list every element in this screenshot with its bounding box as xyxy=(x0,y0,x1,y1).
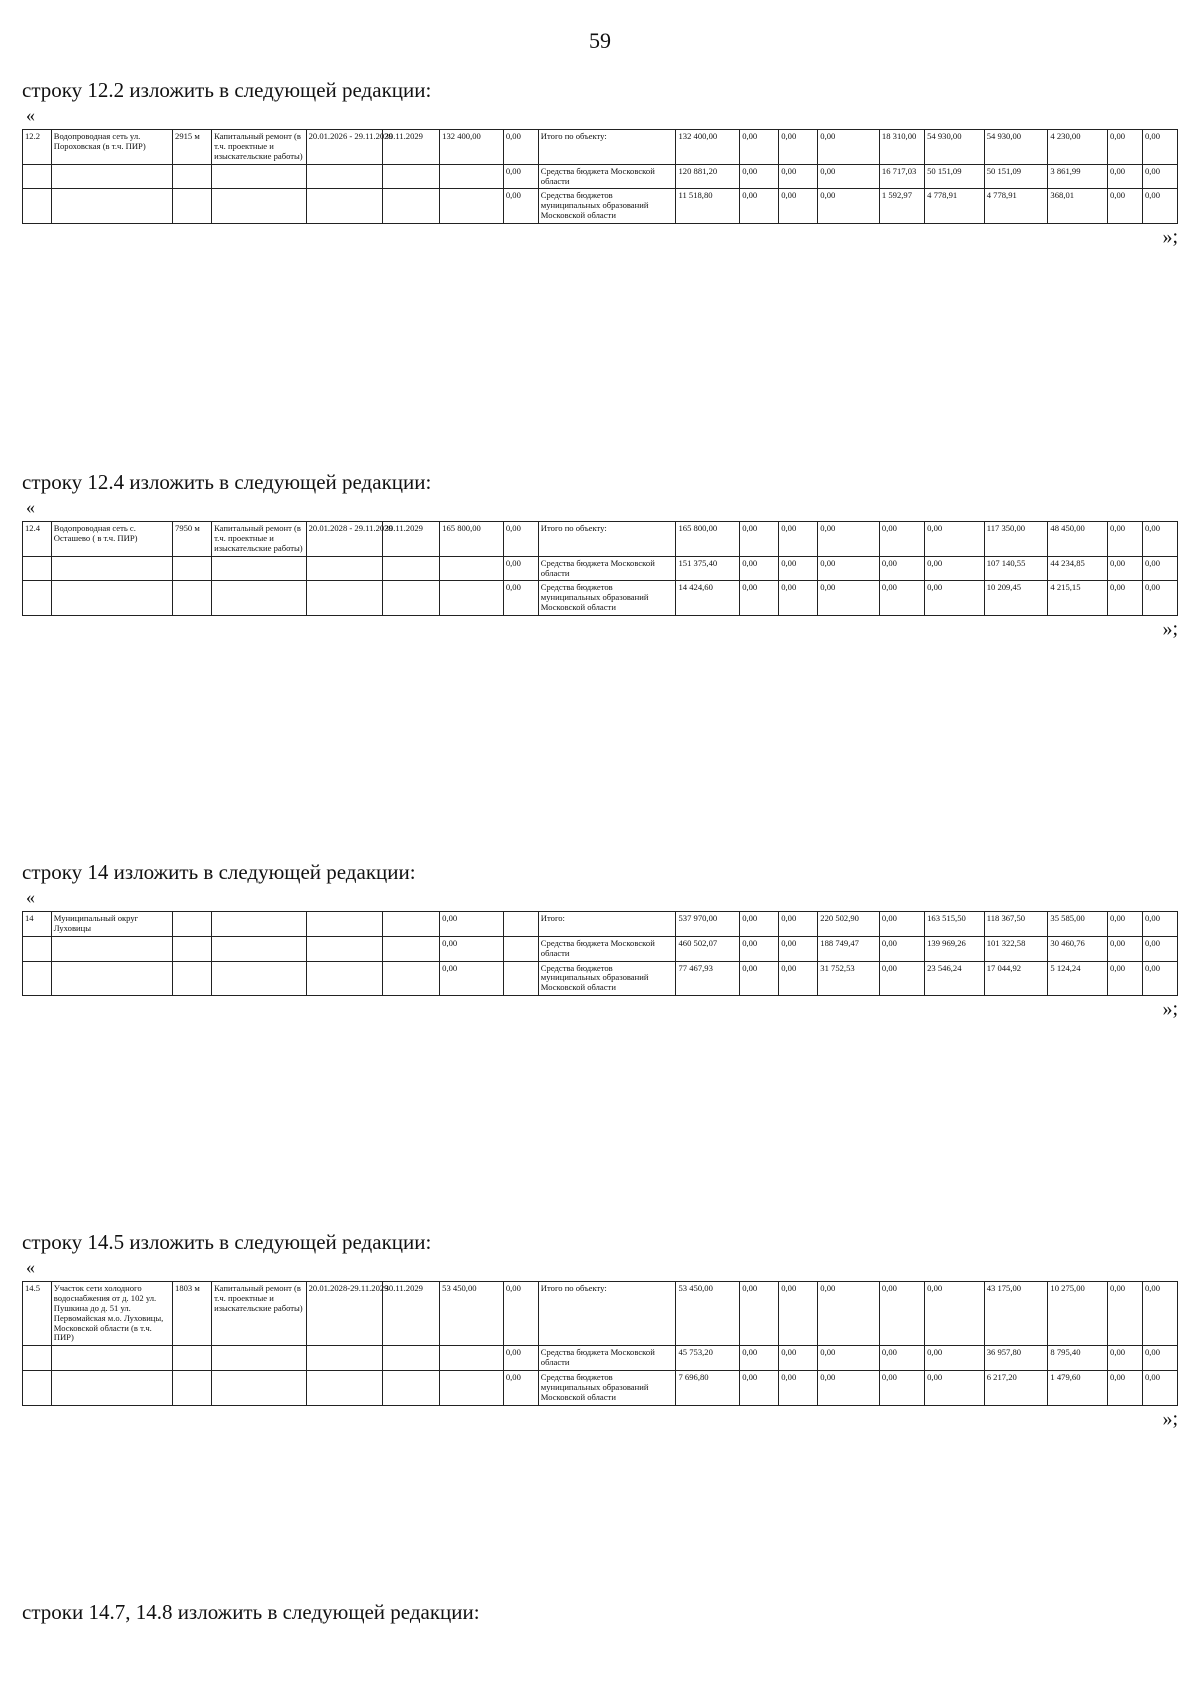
table-cell xyxy=(212,936,307,961)
table-cell: 50 151,09 xyxy=(984,164,1048,189)
table-row xyxy=(23,961,1178,996)
table-cell: 0,00 xyxy=(779,189,818,224)
table-cell xyxy=(173,164,212,189)
table-cell: 0,00 xyxy=(1142,522,1177,557)
table-cell: 30.11.2029 xyxy=(382,1282,440,1346)
table-cell: Средства бюджета Московской области xyxy=(538,1346,676,1371)
table-cell: 0,00 xyxy=(818,522,880,557)
table-cell xyxy=(51,1346,172,1371)
table-cell: 48 450,00 xyxy=(1048,522,1108,557)
opening-quote: « xyxy=(26,497,35,517)
table-cell: 1803 м xyxy=(173,1282,212,1346)
amendment-section xyxy=(22,470,1178,641)
section-heading: строку 12.4 изложить в следующей редакции: xyxy=(22,470,432,494)
table-cell: 132 400,00 xyxy=(676,130,740,165)
table-cell: 0,00 xyxy=(503,556,538,581)
table-cell: 0,00 xyxy=(779,961,818,996)
table-cell: 0,00 xyxy=(740,1282,779,1346)
table-cell: 12.2 xyxy=(23,130,52,165)
table-cell: 30 460,76 xyxy=(1048,936,1108,961)
table-cell: 0,00 xyxy=(740,936,779,961)
table-cell: 0,00 xyxy=(740,1371,779,1406)
table-cell xyxy=(212,912,307,937)
table-cell xyxy=(382,581,440,616)
table-cell xyxy=(23,581,52,616)
table-cell xyxy=(212,961,307,996)
table-cell: 139 969,26 xyxy=(925,936,985,961)
table-cell xyxy=(382,1371,440,1406)
table-cell: 0,00 xyxy=(879,522,924,557)
table-cell xyxy=(382,1346,440,1371)
table-cell: 0,00 xyxy=(1108,164,1143,189)
table-cell: 7 696,80 xyxy=(676,1371,740,1406)
table-cell xyxy=(440,1371,504,1406)
closing-quote: »; xyxy=(1162,618,1178,640)
table-cell: 0,00 xyxy=(440,936,504,961)
table-cell: 54 930,00 xyxy=(925,130,985,165)
table-cell: 1 592,97 xyxy=(879,189,924,224)
table-cell: Капитальный ремонт (в т.ч. проектные и изыскательские работы) xyxy=(212,130,307,165)
table-cell xyxy=(173,556,212,581)
table-cell: Средства бюджетов муниципальных образований Московской области xyxy=(538,1371,676,1406)
table-cell xyxy=(382,556,440,581)
table-cell xyxy=(306,581,382,616)
table-cell xyxy=(306,961,382,996)
table-cell: 0,00 xyxy=(503,1282,538,1346)
table-cell: 0,00 xyxy=(740,130,779,165)
table-cell: Муниципальный округ Луховицы xyxy=(51,912,172,937)
table-cell: 12.4 xyxy=(23,522,52,557)
table-cell: 0,00 xyxy=(879,912,924,937)
table-cell: Водопроводная сеть с. Осташево ( в т.ч. ПИР) xyxy=(51,522,172,557)
table-cell: 460 502,07 xyxy=(676,936,740,961)
table-cell xyxy=(382,164,440,189)
table-cell: 0,00 xyxy=(879,961,924,996)
table-cell: 101 322,58 xyxy=(984,936,1048,961)
table-cell: 20.01.2028 - 29.11.2029 xyxy=(306,522,382,557)
table-cell: 20.01.2028-29.11.2029 xyxy=(306,1282,382,1346)
table-cell: 0,00 xyxy=(818,1371,880,1406)
table-cell: Итого: xyxy=(538,912,676,937)
table-cell: 0,00 xyxy=(879,1371,924,1406)
table-cell xyxy=(503,912,538,937)
table-cell: 0,00 xyxy=(779,1282,818,1346)
table-cell xyxy=(51,581,172,616)
table-cell: 6 217,20 xyxy=(984,1371,1048,1406)
table-row xyxy=(23,130,1178,165)
table-cell: 8 795,40 xyxy=(1048,1346,1108,1371)
table-cell: Водопроводная сеть ул. Пороховская (в т.ч. ПИР) xyxy=(51,130,172,165)
table-cell: 0,00 xyxy=(440,912,504,937)
table-cell xyxy=(382,912,440,937)
table-cell xyxy=(306,1346,382,1371)
table-cell xyxy=(212,1371,307,1406)
table-cell: 0,00 xyxy=(779,556,818,581)
table-cell: 0,00 xyxy=(818,189,880,224)
table-cell: Капитальный ремонт (в т.ч. проектные и изыскательские работы) xyxy=(212,522,307,557)
table-cell xyxy=(306,189,382,224)
table-cell: 0,00 xyxy=(879,1346,924,1371)
table-cell: 0,00 xyxy=(740,1346,779,1371)
table-cell: 30.11.2029 xyxy=(382,522,440,557)
footer-heading: строки 14.7, 14.8 изложить в следующей редакции: xyxy=(22,1600,480,1624)
table-cell: 35 585,00 xyxy=(1048,912,1108,937)
table-cell: 14.5 xyxy=(23,1282,52,1346)
table-cell: 31 752,53 xyxy=(818,961,880,996)
table-cell xyxy=(23,936,52,961)
table-cell xyxy=(51,556,172,581)
table-cell: 53 450,00 xyxy=(440,1282,504,1346)
table-row xyxy=(23,522,1178,557)
table-cell: 10 275,00 xyxy=(1048,1282,1108,1346)
table-cell: 0,00 xyxy=(1108,130,1143,165)
table-cell: 16 717,03 xyxy=(879,164,924,189)
table-cell: 11 518,80 xyxy=(676,189,740,224)
table-cell: 77 467,93 xyxy=(676,961,740,996)
budget-table xyxy=(22,521,1178,616)
table-cell: 0,00 xyxy=(1142,961,1177,996)
table-cell xyxy=(503,936,538,961)
amendment-section xyxy=(22,860,1178,1021)
table-cell xyxy=(23,961,52,996)
table-cell xyxy=(212,556,307,581)
table-cell: 0,00 xyxy=(779,130,818,165)
table-cell: 18 310,00 xyxy=(879,130,924,165)
table-cell xyxy=(440,189,504,224)
table-cell: 1 479,60 xyxy=(1048,1371,1108,1406)
table-cell: 0,00 xyxy=(1142,130,1177,165)
table-cell: 0,00 xyxy=(1108,189,1143,224)
table-cell: 4 230,00 xyxy=(1048,130,1108,165)
table-cell: 0,00 xyxy=(779,1371,818,1406)
table-cell: 0,00 xyxy=(925,1346,985,1371)
table-cell: 14 424,60 xyxy=(676,581,740,616)
table-cell: 0,00 xyxy=(503,522,538,557)
table-cell: 0,00 xyxy=(925,581,985,616)
table-cell: 0,00 xyxy=(879,556,924,581)
table-cell: 107 140,55 xyxy=(984,556,1048,581)
table-cell: 0,00 xyxy=(1108,581,1143,616)
table-cell: Средства бюджетов муниципальных образований Московской области xyxy=(538,581,676,616)
table-cell: 50 151,09 xyxy=(925,164,985,189)
table-cell: 0,00 xyxy=(925,1371,985,1406)
table-cell: 537 970,00 xyxy=(676,912,740,937)
table-cell: 0,00 xyxy=(1108,522,1143,557)
table-cell: 0,00 xyxy=(1142,1371,1177,1406)
table-cell xyxy=(51,936,172,961)
table-cell: 0,00 xyxy=(503,189,538,224)
opening-quote: « xyxy=(26,1257,35,1277)
table-cell: 220 502,90 xyxy=(818,912,880,937)
table-row xyxy=(23,189,1178,224)
table-cell: 0,00 xyxy=(1142,1282,1177,1346)
table-cell: 0,00 xyxy=(779,912,818,937)
table-cell: 118 367,50 xyxy=(984,912,1048,937)
table-cell xyxy=(173,581,212,616)
table-cell: 368,01 xyxy=(1048,189,1108,224)
table-cell: Средства бюджета Московской области xyxy=(538,936,676,961)
table-cell: 0,00 xyxy=(740,912,779,937)
table-cell xyxy=(173,189,212,224)
table-cell xyxy=(212,1346,307,1371)
table-row xyxy=(23,1371,1178,1406)
table-cell: 20.01.2026 - 29.11.2029 xyxy=(306,130,382,165)
table-cell: 0,00 xyxy=(740,581,779,616)
opening-quote: « xyxy=(26,887,35,907)
table-cell xyxy=(23,1371,52,1406)
table-cell: 14 xyxy=(23,912,52,937)
table-cell: 0,00 xyxy=(879,581,924,616)
table-cell: 0,00 xyxy=(740,164,779,189)
table-cell: 4 778,91 xyxy=(925,189,985,224)
table-cell: 23 546,24 xyxy=(925,961,985,996)
table-row xyxy=(23,164,1178,189)
table-cell xyxy=(382,961,440,996)
budget-table xyxy=(22,1281,1178,1406)
table-row xyxy=(23,912,1178,937)
table-cell xyxy=(173,961,212,996)
table-cell: 0,00 xyxy=(1108,936,1143,961)
table-cell xyxy=(382,189,440,224)
table-cell xyxy=(212,581,307,616)
table-cell: 36 957,80 xyxy=(984,1346,1048,1371)
table-cell: 0,00 xyxy=(503,581,538,616)
table-cell xyxy=(440,164,504,189)
table-cell: 165 800,00 xyxy=(676,522,740,557)
table-cell: 44 234,85 xyxy=(1048,556,1108,581)
amendment-section xyxy=(22,1230,1178,1431)
table-cell: Средства бюджетов муниципальных образований Московской области xyxy=(538,189,676,224)
table-cell: 10 209,45 xyxy=(984,581,1048,616)
table-cell: 0,00 xyxy=(503,1346,538,1371)
table-cell: 0,00 xyxy=(925,556,985,581)
table-cell: 0,00 xyxy=(818,556,880,581)
amendment-section xyxy=(22,78,1178,249)
table-cell: 0,00 xyxy=(818,1346,880,1371)
table-cell: 0,00 xyxy=(1108,1371,1143,1406)
table-cell: Итого по объекту: xyxy=(538,130,676,165)
table-cell: 0,00 xyxy=(740,556,779,581)
table-cell: 0,00 xyxy=(879,936,924,961)
table-cell xyxy=(23,556,52,581)
table-cell xyxy=(23,1346,52,1371)
budget-table xyxy=(22,911,1178,996)
table-row xyxy=(23,581,1178,616)
table-cell: 7950 м xyxy=(173,522,212,557)
table-cell: 4 778,91 xyxy=(984,189,1048,224)
table-cell: 0,00 xyxy=(740,961,779,996)
table-cell xyxy=(23,164,52,189)
table-cell xyxy=(173,1371,212,1406)
table-cell xyxy=(51,164,172,189)
table-cell: 0,00 xyxy=(779,1346,818,1371)
table-cell: 188 749,47 xyxy=(818,936,880,961)
table-cell: 0,00 xyxy=(1142,581,1177,616)
table-cell xyxy=(173,936,212,961)
table-cell: Капитальный ремонт (в т.ч. проектные и изыскательские работы) xyxy=(212,1282,307,1346)
table-cell: Итого по объекту: xyxy=(538,1282,676,1346)
table-cell xyxy=(212,189,307,224)
table-cell xyxy=(382,936,440,961)
table-cell: 0,00 xyxy=(1108,556,1143,581)
table-cell xyxy=(51,1371,172,1406)
table-cell xyxy=(173,1346,212,1371)
table-cell xyxy=(306,1371,382,1406)
table-cell: 5 124,24 xyxy=(1048,961,1108,996)
table-cell xyxy=(51,961,172,996)
table-cell: 0,00 xyxy=(925,522,985,557)
table-cell xyxy=(440,1346,504,1371)
table-cell xyxy=(503,961,538,996)
table-cell: 0,00 xyxy=(740,189,779,224)
table-cell: 120 881,20 xyxy=(676,164,740,189)
table-cell: 0,00 xyxy=(503,164,538,189)
table-cell: 30.11.2029 xyxy=(382,130,440,165)
table-cell: 0,00 xyxy=(779,164,818,189)
closing-quote: »; xyxy=(1162,226,1178,248)
table-cell xyxy=(440,581,504,616)
section-heading: строку 14 изложить в следующей редакции: xyxy=(22,860,416,884)
opening-quote: « xyxy=(26,105,35,125)
table-cell: 0,00 xyxy=(818,164,880,189)
table-cell xyxy=(173,912,212,937)
table-cell: 0,00 xyxy=(779,522,818,557)
table-cell: 0,00 xyxy=(1142,556,1177,581)
table-cell: 0,00 xyxy=(1142,164,1177,189)
table-cell: 0,00 xyxy=(779,936,818,961)
table-cell: 0,00 xyxy=(818,130,880,165)
table-cell: 0,00 xyxy=(740,522,779,557)
page-number: 59 xyxy=(589,28,611,53)
closing-quote: »; xyxy=(1162,1407,1178,1430)
table-cell: 0,00 xyxy=(1108,912,1143,937)
table-cell: 54 930,00 xyxy=(984,130,1048,165)
table-cell: 45 753,20 xyxy=(676,1346,740,1371)
table-cell xyxy=(212,164,307,189)
budget-table xyxy=(22,129,1178,224)
table-cell xyxy=(51,189,172,224)
table-cell xyxy=(306,936,382,961)
table-cell: 0,00 xyxy=(1142,189,1177,224)
table-cell: 0,00 xyxy=(503,1371,538,1406)
table-row xyxy=(23,556,1178,581)
table-cell: 0,00 xyxy=(1108,961,1143,996)
table-cell: 17 044,92 xyxy=(984,961,1048,996)
table-cell: 0,00 xyxy=(503,130,538,165)
table-cell: 0,00 xyxy=(925,1282,985,1346)
table-cell: Средства бюджетов муниципальных образований Московской области xyxy=(538,961,676,996)
table-cell: 53 450,00 xyxy=(676,1282,740,1346)
table-cell: 117 350,00 xyxy=(984,522,1048,557)
section-heading: строку 14.5 изложить в следующей редакции: xyxy=(22,1230,432,1254)
section-heading: строку 12.2 изложить в следующей редакции: xyxy=(22,78,432,102)
table-cell: 0,00 xyxy=(779,581,818,616)
table-cell xyxy=(306,912,382,937)
table-cell: 0,00 xyxy=(1142,912,1177,937)
table-cell: 163 515,50 xyxy=(925,912,985,937)
table-row xyxy=(23,1346,1178,1371)
table-cell: 2915 м xyxy=(173,130,212,165)
table-cell: 43 175,00 xyxy=(984,1282,1048,1346)
table-cell xyxy=(306,556,382,581)
table-cell xyxy=(440,556,504,581)
table-cell: 4 215,15 xyxy=(1048,581,1108,616)
table-cell: Средства бюджета Московской области xyxy=(538,164,676,189)
table-row xyxy=(23,936,1178,961)
table-cell: 0,00 xyxy=(818,581,880,616)
table-cell: 3 861,99 xyxy=(1048,164,1108,189)
closing-quote: »; xyxy=(1162,998,1178,1021)
table-cell: 151 375,40 xyxy=(676,556,740,581)
table-cell: 0,00 xyxy=(1142,936,1177,961)
table-cell: Средства бюджета Московской области xyxy=(538,556,676,581)
table-cell: Участок сети холодного водоснабжения от д. 102 ул. Пушкина до д. 51 ул. Первомайская м.о. Луховицы, Московской области (в т.ч. ПИР) xyxy=(51,1282,172,1346)
table-cell: 132 400,00 xyxy=(440,130,504,165)
table-cell: 165 800,00 xyxy=(440,522,504,557)
table-cell xyxy=(23,189,52,224)
table-cell xyxy=(306,164,382,189)
table-cell: 0,00 xyxy=(818,1282,880,1346)
table-cell: 0,00 xyxy=(1108,1346,1143,1371)
table-cell: 0,00 xyxy=(1142,1346,1177,1371)
table-cell: 0,00 xyxy=(440,961,504,996)
table-cell: 0,00 xyxy=(1108,1282,1143,1346)
table-cell: Итого по объекту: xyxy=(538,522,676,557)
table-row xyxy=(23,1282,1178,1346)
table-cell: 0,00 xyxy=(879,1282,924,1346)
